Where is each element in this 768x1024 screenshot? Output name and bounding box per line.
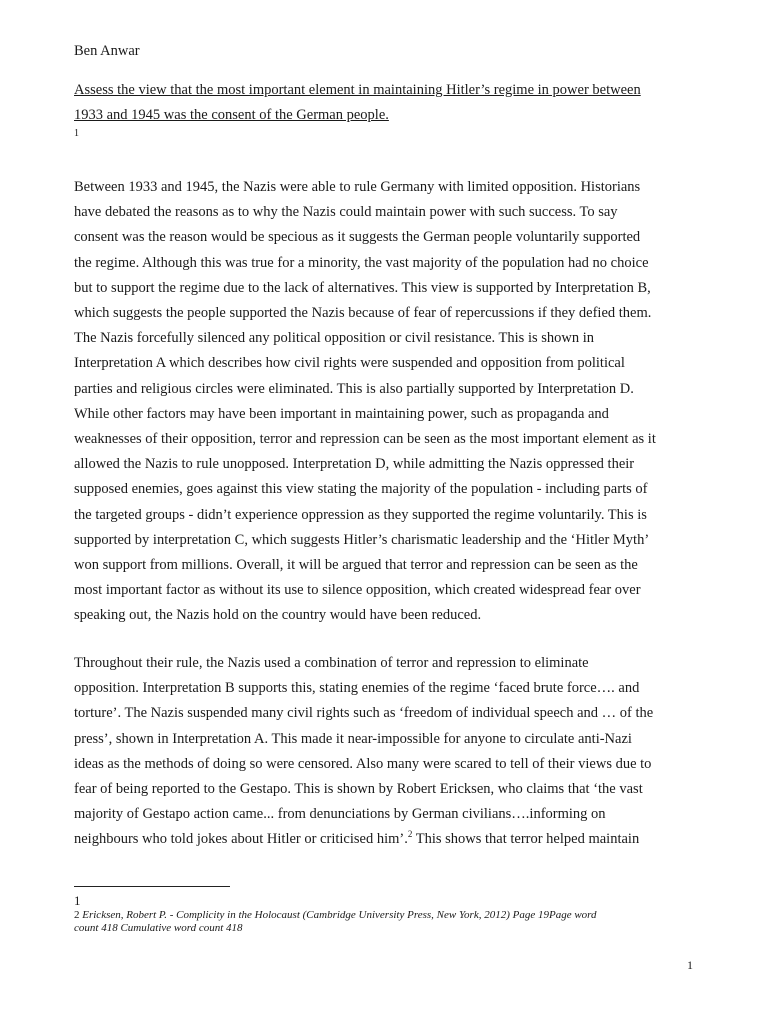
page-number: 1 <box>687 958 693 972</box>
text-segment: This shows that terror helped maintain <box>412 831 640 848</box>
footnote-citation: Ericksen, Robert P. - Complicity in the Holocaust (Cambridge University Press, New York, 2012) Page 19Page word <box>79 909 597 921</box>
text-line: allowed the Nazis to rule unopposed. Interpretation D, while admitting the Nazis oppressed their <box>74 456 635 473</box>
footnote-separator <box>74 886 230 887</box>
text-line: press’, shown in Interpretation A. This made it near-impossible for anyone to circulate anti-Nazi <box>74 730 632 747</box>
text-line: which suggests the people supported the Nazis because of fear of repercussions if they defied them. <box>74 305 652 322</box>
text-line: While other factors may have been important in maintaining power, such as propaganda and <box>74 405 609 422</box>
text-line: weaknesses of their opposition, terror and repression can be seen as the most important element as it <box>74 431 656 448</box>
reference-mark: 1 <box>74 128 79 139</box>
text-line: Interpretation A which describes how civil rights were suspended and opposition from political <box>74 355 625 372</box>
text-line: fear of being reported to the Gestapo. This is shown by Robert Ericksen, who claims that ‘the vast <box>74 781 643 798</box>
title-line: Assess the view that the most important element in maintaining Hitler’s regime in power between <box>74 82 641 98</box>
text-line-with-footnote <box>74 827 714 852</box>
text-line: ideas as the methods of doing so were censored. Also many were scared to tell of their views due to <box>74 755 652 772</box>
text-line: but to support the regime due to the lack of alternatives. This view is supported by Interpretation B, <box>74 279 651 296</box>
footnote-2 <box>74 909 714 935</box>
text-line: have debated the reasons as to why the Nazis could maintain power with such success. To say <box>74 204 618 221</box>
author-name: Ben Anwar <box>74 43 140 59</box>
text-line: speaking out, the Nazis hold on the country would have been reduced. <box>74 607 482 624</box>
paragraph-terror-repression <box>74 651 714 853</box>
footnote-line <box>74 909 714 922</box>
title-line: 1933 and 1945 was the consent of the German people. <box>74 107 389 123</box>
text-line: majority of Gestapo action came... from denunciations by German civilians….informing on <box>74 806 606 823</box>
text-line: parties and religious circles were eliminated. This is also partially supported by Interpretation D. <box>74 380 634 397</box>
text-line: the regime. Although this was true for a minority, the vast majority of the population had no choice <box>74 254 649 271</box>
text-line: torture’. The Nazis suspended many civil rights such as ‘freedom of individual speech and … of the <box>74 705 654 722</box>
text-line: the targeted groups - didn’t experience oppression as they supported the regime voluntarily. This is <box>74 506 647 523</box>
footnote-number: 2 <box>74 909 80 921</box>
text-line: won support from millions. Overall, it will be argued that terror and repression can be seen as the <box>74 557 638 574</box>
paragraph-introduction <box>74 175 714 629</box>
text-line: most important factor as without its use to silence opposition, which created widespread fear over <box>74 582 641 599</box>
text-line: consent was the reason would be specious as it suggests the German people voluntarily supported <box>74 229 641 246</box>
text-line: Between 1933 and 1945, the Nazis were able to rule Germany with limited opposition. Historians <box>74 179 641 195</box>
text-line: supposed enemies, goes against this view stating the majority of the population - including parts of <box>74 481 648 498</box>
text-line: The Nazis forcefully silenced any political opposition or civil resistance. This is shown in <box>74 330 595 347</box>
footnote-marker[interactable]: 2 <box>407 829 413 840</box>
text-line: opposition. Interpretation B supports this, stating enemies of the regime ‘faced brute force…. and <box>74 680 640 697</box>
essay-title <box>74 78 694 128</box>
text-segment: neighbours who told jokes about Hitler or criticised him’. <box>74 831 408 848</box>
text-line: Throughout their rule, the Nazis used a combination of terror and repression to eliminate <box>74 655 589 671</box>
text-line: supported by interpretation C, which suggests Hitler’s charismatic leadership and the ‘Hitler Myth’ <box>74 531 650 548</box>
footnote-line: count 418 Cumulative word count 418 <box>74 922 243 934</box>
footnote-1: 1 <box>74 893 81 908</box>
